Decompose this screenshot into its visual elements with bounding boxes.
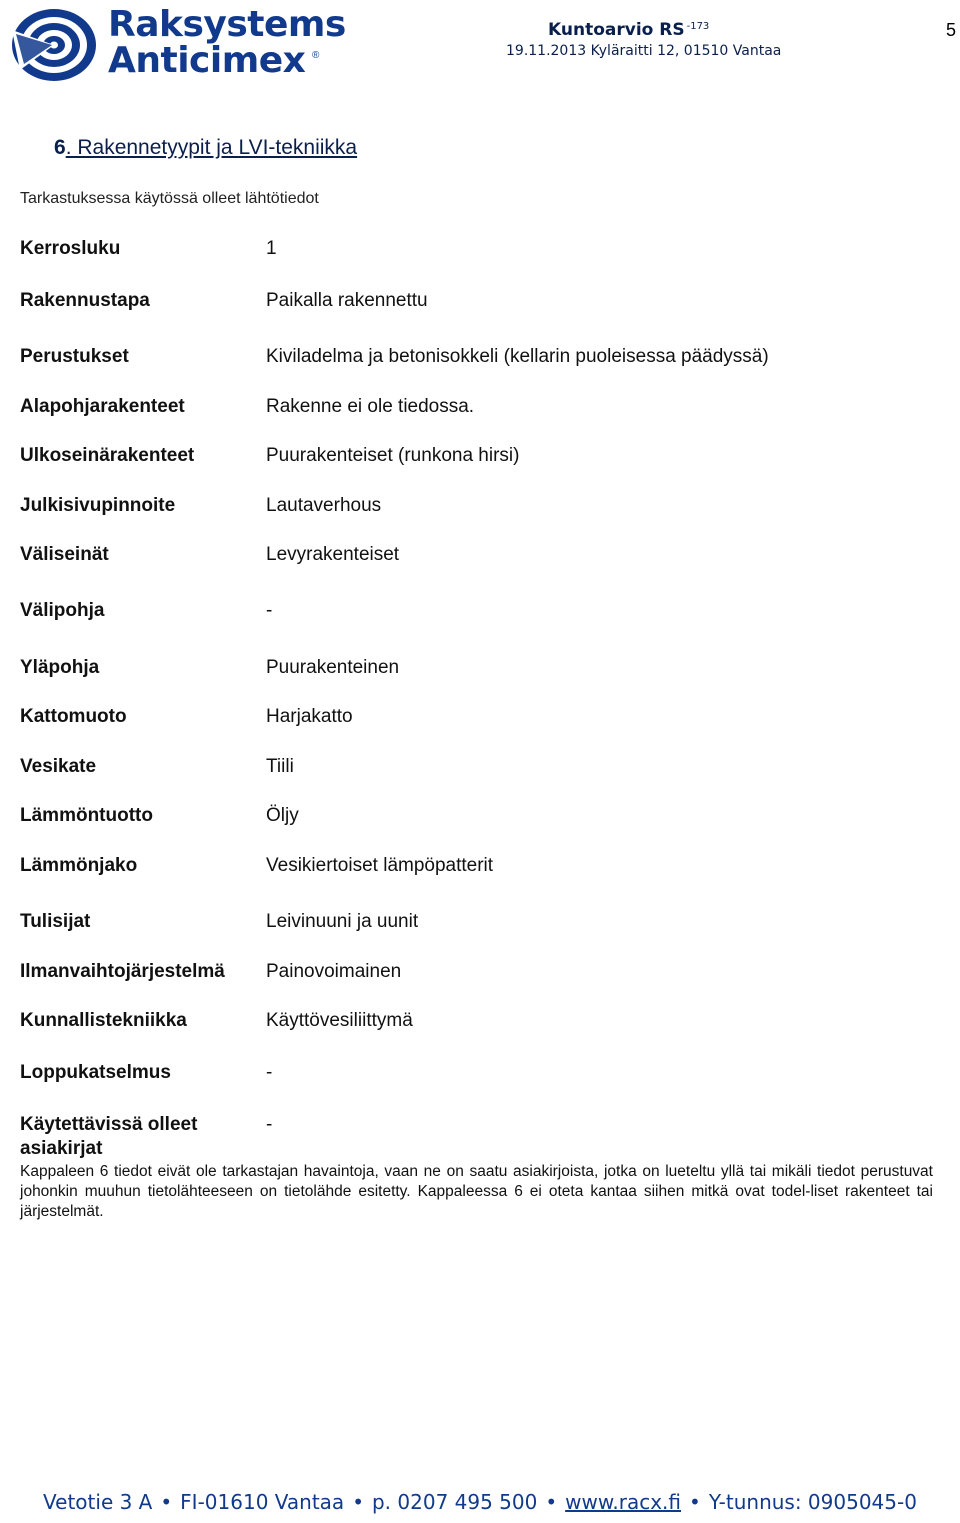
footer-business-id: Y-tunnus: 0905045-0 [708, 1490, 917, 1514]
row-label: Kunnallistekniikka [20, 1010, 187, 1031]
row-value: Harjakatto [266, 706, 353, 727]
registered-mark: ® [312, 50, 320, 61]
row-value: Puurakenteinen [266, 657, 400, 678]
footer-separator: • [352, 1490, 364, 1514]
section-number: 6 [54, 136, 66, 159]
section-title: . Rakennetyypit ja LVI-tekniikka [65, 136, 358, 159]
document-title [548, 20, 709, 40]
footer-website-link[interactable]: www.racx.fi [565, 1490, 682, 1514]
row-label: Alapohjarakenteet [20, 396, 185, 417]
row-label: Vesikate [20, 756, 97, 777]
row-value: Painovoimainen [266, 961, 402, 982]
row-label: Loppukatselmus [20, 1062, 171, 1083]
footer-separator: • [689, 1490, 701, 1514]
row-label: Kerrosluku [20, 238, 121, 259]
row-value: Rakenne ei ole tiedossa. [266, 396, 475, 417]
row-value: Levyrakenteiset [266, 544, 400, 565]
row-label: Väliseinät [20, 544, 109, 565]
row-value: Käyttövesiliittymä [266, 1010, 413, 1031]
row-label: Yläpohja [20, 657, 100, 678]
brand-name-line1: Raksystems [108, 4, 346, 45]
row-label: Kattomuoto [20, 706, 127, 727]
row-label-continuation: asiakirjat [20, 1138, 103, 1159]
row-label: Käytettävissä olleet [20, 1114, 198, 1135]
row-value: - [266, 1114, 273, 1135]
row-label: Välipohja [20, 600, 105, 621]
section-heading [54, 136, 357, 160]
row-value: - [266, 1062, 273, 1083]
row-label: Rakennustapa [20, 290, 150, 311]
anticimex-logo-icon [6, 4, 102, 86]
row-label: Lämmönjako [20, 855, 138, 876]
footer [0, 1490, 960, 1514]
row-value: 1 [266, 238, 277, 259]
document-title-text: Kuntoarvio RS [548, 20, 685, 40]
row-value: Lautaverhous [266, 495, 382, 516]
row-value: Tiili [266, 756, 294, 777]
row-label: Lämmöntuotto [20, 805, 153, 826]
footer-separator: • [160, 1490, 173, 1514]
footer-address: Vetotie 3 A [43, 1490, 153, 1514]
row-value: Vesikiertoiset lämpöpatterit [266, 855, 494, 876]
document-title-suffix: -173 [686, 21, 710, 32]
row-value: - [266, 600, 273, 621]
footer-postal: FI-01610 Vantaa [180, 1490, 345, 1514]
footer-separator: • [545, 1490, 558, 1514]
row-label: Ulkoseinärakenteet [20, 445, 195, 466]
document-subtitle: 19.11.2013 Kyläraitti 12, 01510 Vantaa [506, 43, 782, 59]
brand-name-line2: Anticimex [108, 40, 306, 81]
row-value: Leivinuuni ja uunit [266, 911, 419, 932]
row-label: Ilmanvaihtojärjestelmä [20, 961, 225, 982]
footer-phone: p. 0207 495 500 [371, 1490, 538, 1514]
page-number: 5 [946, 20, 957, 40]
row-label: Tulisijat [20, 911, 91, 932]
row-label: Perustukset [20, 346, 129, 367]
row-value: Öljy [266, 805, 299, 826]
row-value: Puurakenteiset (runkona hirsi) [266, 445, 520, 466]
row-value: Kiviladelma ja betonisokkeli (kellarin puoleisessa päädyssä) [266, 346, 769, 367]
disclaimer-note: Kappaleen 6 tiedot eivät ole tarkastajan havaintoja, vaan ne on saatu asiakirjoista, jotka on lueteltu yllä tai mikäli tiedot perustuvat johonkin muuhun tietolähteeseen on tietolähde esitetty. Kappaleessa 6 ei oteta kantaa siihen mitkä ovat todel-liset rakenteet tai järjestelmät. [20, 1163, 933, 1220]
section-intro: Tarkastuksessa käytössä olleet lähtötiedot [20, 190, 319, 207]
row-value: Paikalla rakennettu [266, 290, 428, 311]
row-label: Julkisivupinnoite [20, 495, 176, 516]
